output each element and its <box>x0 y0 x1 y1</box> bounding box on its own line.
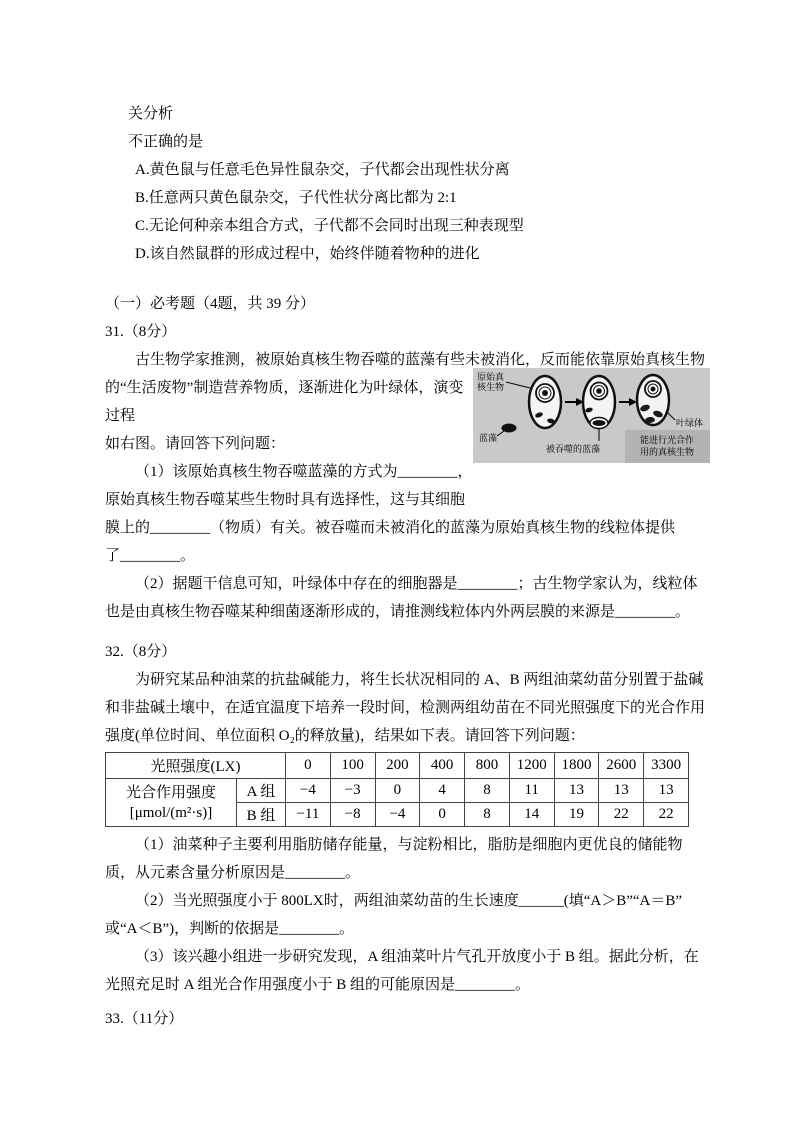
table-left-label <box>106 779 237 827</box>
q32-sub3-line: 光照充足时 A 组光合作用强度小于 B 组的可能原因是________。 <box>105 977 531 993</box>
text-line: 关分析 <box>128 106 174 122</box>
q32-sub1-line: （1）油菜种子主要利用脂肪储存能量，与淀粉相比，脂肪是细胞内更优良的储能物 <box>135 837 683 853</box>
endosymbiosis-diagram <box>473 368 710 463</box>
table-cell: 14 <box>509 803 554 827</box>
table-header-value: 3300 <box>644 753 689 779</box>
q32-sub3-line: （3）该兴趣小组进一步研究发现，A 组油菜叶片气孔开放度小于 B 组。据此分析，在 <box>135 949 699 965</box>
table-cell: 22 <box>644 803 689 827</box>
table-cell: 8 <box>465 803 510 827</box>
q31-sub1-line: 了________。 <box>105 548 196 564</box>
q32-text-line: 和非盐碱土壤中，在适宜温度下培养一段时间，检测两组幼苗在不同光照强度下的光合作用 <box>105 700 706 716</box>
q31-text-line: 如右图。请回答下列问题： <box>105 436 286 452</box>
q31-text-line: 过程 <box>105 408 136 424</box>
table-cell: 0 <box>375 779 420 803</box>
table-header-value: 1800 <box>554 753 599 779</box>
host-cell-3 <box>637 375 669 425</box>
question-33-number: 33.（11分） <box>105 1011 184 1027</box>
table-cell: 13 <box>554 779 599 803</box>
q32-text-line: 为研究某品种油菜的抗盐碱能力，将生长状况相同的 A、B 两组油菜幼苗分别置于盐碱 <box>135 672 704 688</box>
q31-sub2-line: （2）据题干信息可知，叶绿体中存在的细胞器是________；古生物学家认为，线粒体 <box>135 576 698 592</box>
table-header-value: 0 <box>286 753 331 779</box>
figure-label-host: 原始真 <box>477 372 505 382</box>
table-header-label: 光照强度(LX) <box>106 753 286 779</box>
q31-sub1-line: 膜上的________（物质）有关。被吞噬而未被消化的蓝藻为原始真核生物的线粒体提供 <box>105 520 676 536</box>
table-cell: −4 <box>375 803 420 827</box>
engulfed-cyanobacterium <box>593 420 606 426</box>
host-cell-2 <box>583 376 615 429</box>
table-cell: 13 <box>644 779 689 803</box>
table-header-value: 800 <box>465 753 510 779</box>
table-cell: −11 <box>286 803 331 827</box>
figure-label-chloroplast: 叶绿体 <box>676 418 704 428</box>
table-cell: 22 <box>599 803 644 827</box>
table-left-label-line: 光合作用强度 <box>125 784 216 801</box>
table-cell: −4 <box>286 779 331 803</box>
q31-sub1-line: 原始真核生物吞噬某些生物时具有选择性，这与其细胞 <box>105 492 466 508</box>
text-line: 不正确的是 <box>128 134 204 150</box>
table-cell: −3 <box>330 779 375 803</box>
q32-text-line: 强度(单位时间、单位面积 O₂的释放量)，结果如下表。请回答下列问题： <box>105 728 585 744</box>
table-group-label: B 组 <box>237 803 286 827</box>
host-cell-1 <box>529 376 561 428</box>
option-d: D.该自然鼠群的形成过程中，始终伴随着物种的进化 <box>135 246 480 262</box>
table-header-value: 1200 <box>509 753 554 779</box>
table-header-value: 400 <box>420 753 465 779</box>
q31-sub1-line: （1）该原始真核生物吞噬蓝藻的方式为________， <box>135 464 473 480</box>
table-cell: −8 <box>330 803 375 827</box>
q31-text-line: 古生物学家推测，被原始真核生物吞噬的蓝藻有些未被消化，反而能依靠原始真核生物 <box>135 352 706 368</box>
section-header: （一）必考题（4题，共 39 分） <box>105 296 316 312</box>
table-cell: 4 <box>420 779 465 803</box>
table-header-value: 100 <box>330 753 375 779</box>
endosymbiosis-figure <box>473 368 710 463</box>
option-a: A.黄色鼠与任意毛色异性鼠杂交，子代都会出现性状分离 <box>135 162 510 178</box>
figure-label-cyanobacteria: 蓝藻 <box>479 433 498 443</box>
table-cell: 8 <box>465 779 510 803</box>
q32-sub1-line: 质，从元素含量分析原因是________。 <box>105 865 361 881</box>
q32-sub2-line: 或“A＜B”)，判断的依据是________。 <box>105 921 355 937</box>
table-cell: 0 <box>420 803 465 827</box>
figure-label-engulfed: 被吞噬的蓝藻 <box>546 444 601 454</box>
table-header-value: 200 <box>375 753 420 779</box>
table-cell: 19 <box>554 803 599 827</box>
question-32-number: 32.（8分） <box>105 644 177 660</box>
option-b: B.任意两只黄色鼠杂交，子代性状分离比都为 2:1 <box>135 190 457 206</box>
page-content <box>105 100 706 1033</box>
q31-sub2-line: 也是由真核生物吞噬某种细菌逐渐形成的，请推测线粒体内外两层膜的来源是________。 <box>105 604 691 620</box>
option-c: C.无论何种亲本组合方式，子代都不会同时出现三种表现型 <box>135 218 524 234</box>
table-cell: 11 <box>509 779 554 803</box>
q32-sub2-line: （2）当光照强度小于 800LX时，两组油菜幼苗的生长速度______(填“A＞B”“A＝B” <box>135 893 683 909</box>
table-header-value: 2600 <box>599 753 644 779</box>
table-left-label-line: [μmol/(m²·s)] <box>129 804 213 821</box>
question-31-number: 31.（8分） <box>105 324 177 340</box>
photosynthesis-table <box>105 752 689 827</box>
figure-label-host: 核生物 <box>477 382 505 392</box>
figure-label-result: 能进行光合作 <box>640 435 695 445</box>
table-cell: 13 <box>599 779 644 803</box>
q31-text-line: 的“生活废物”制造营养物质，逐渐进化为叶绿体，演变 <box>105 380 464 396</box>
table-group-label: A 组 <box>237 779 286 803</box>
figure-label-result: 用的真核生物 <box>640 447 695 457</box>
